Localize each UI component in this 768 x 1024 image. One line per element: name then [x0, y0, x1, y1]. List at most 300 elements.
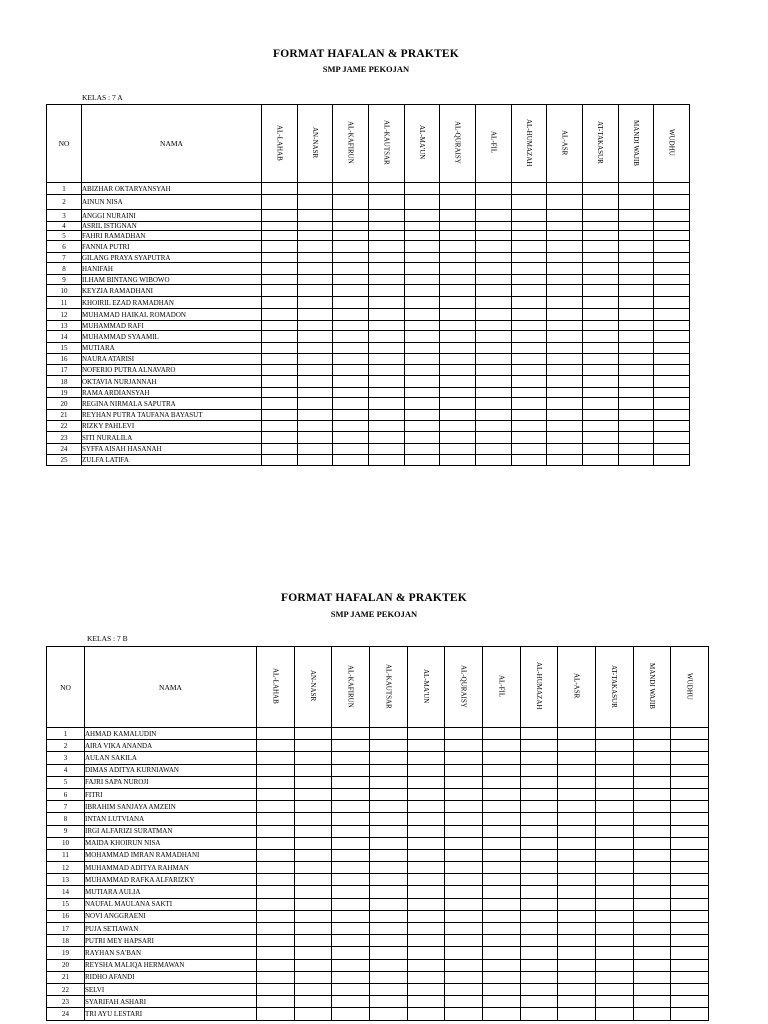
- score-cell-al-kafirun[interactable]: [332, 837, 370, 849]
- score-cell-al-fil[interactable]: [482, 837, 520, 849]
- score-cell-al-asr[interactable]: [558, 996, 596, 1008]
- score-cell-mandi-wajib[interactable]: [633, 983, 671, 995]
- score-cell-wudhu[interactable]: [671, 996, 709, 1008]
- score-cell-al-lahab[interactable]: [257, 776, 295, 788]
- score-cell-mandi-wajib[interactable]: [633, 910, 671, 922]
- score-cell-mandi-wajib[interactable]: [633, 923, 671, 935]
- score-cell-al-lahab[interactable]: [257, 910, 295, 922]
- score-cell-al-kautsar[interactable]: [369, 862, 407, 874]
- score-cell-mandi-wajib[interactable]: [633, 849, 671, 861]
- score-cell-al-ma-un[interactable]: [407, 740, 445, 752]
- score-cell-al-humazah[interactable]: [520, 764, 558, 776]
- score-cell-at-takasur[interactable]: [595, 898, 633, 910]
- score-cell-al-quraisy[interactable]: [445, 813, 483, 825]
- score-cell-al-lahab[interactable]: [257, 813, 295, 825]
- score-cell-al-asr[interactable]: [558, 764, 596, 776]
- score-cell-al-lahab[interactable]: [257, 801, 295, 813]
- score-cell-al-quraisy[interactable]: [445, 898, 483, 910]
- score-cell-al-humazah[interactable]: [520, 825, 558, 837]
- score-cell-al-asr[interactable]: [558, 825, 596, 837]
- score-cell-al-ma-un[interactable]: [407, 728, 445, 740]
- score-cell-al-ma-un[interactable]: [407, 935, 445, 947]
- score-cell-al-humazah[interactable]: [520, 886, 558, 898]
- score-cell-at-takasur[interactable]: [595, 813, 633, 825]
- score-cell-al-kafirun[interactable]: [332, 923, 370, 935]
- score-cell-an-nasr[interactable]: [294, 996, 332, 1008]
- table-row: [47, 1008, 709, 1020]
- score-cell-al-lahab[interactable]: [257, 825, 295, 837]
- score-cell-at-takasur[interactable]: [595, 959, 633, 971]
- score-cell-al-kafirun[interactable]: [332, 935, 370, 947]
- score-cell-al-kafirun[interactable]: [332, 910, 370, 922]
- score-cell-an-nasr[interactable]: [294, 935, 332, 947]
- score-cell-an-nasr[interactable]: [294, 764, 332, 776]
- score-cell-al-fil[interactable]: [482, 728, 520, 740]
- score-cell-al-quraisy[interactable]: [445, 935, 483, 947]
- score-cell-al-asr[interactable]: [558, 813, 596, 825]
- score-cell-al-asr[interactable]: [558, 1008, 596, 1020]
- score-cell-an-nasr[interactable]: [294, 788, 332, 800]
- score-cell-mandi-wajib[interactable]: [633, 752, 671, 764]
- score-cell-al-quraisy[interactable]: [445, 740, 483, 752]
- score-cell-al-ma-un[interactable]: [407, 910, 445, 922]
- score-cell-al-fil[interactable]: [482, 874, 520, 886]
- score-cell-al-ma-un[interactable]: [407, 996, 445, 1008]
- score-cell-an-nasr[interactable]: [294, 971, 332, 983]
- student-name: GILANG PRAYA SYAPUTRA: [82, 253, 262, 263]
- score-cell-al-ma-un[interactable]: [407, 801, 445, 813]
- score-cell-at-takasur[interactable]: [595, 752, 633, 764]
- score-cell-an-nasr[interactable]: [294, 728, 332, 740]
- score-cell-al-fil[interactable]: [482, 923, 520, 935]
- score-cell-al-quraisy[interactable]: [445, 947, 483, 959]
- score-cell-al-lahab[interactable]: [257, 752, 295, 764]
- score-cell-al-ma-un[interactable]: [407, 849, 445, 861]
- score-cell-al-kautsar[interactable]: [369, 923, 407, 935]
- score-cell-al-ma-un[interactable]: [407, 1008, 445, 1020]
- score-cell-wudhu[interactable]: [671, 874, 709, 886]
- score-cell-wudhu[interactable]: [671, 728, 709, 740]
- score-cell-mandi-wajib[interactable]: [633, 935, 671, 947]
- score-cell-al-fil[interactable]: [482, 983, 520, 995]
- score-cell-al-kafirun[interactable]: [332, 996, 370, 1008]
- score-cell-al-lahab[interactable]: [257, 1008, 295, 1020]
- score-cell-wudhu[interactable]: [671, 1008, 709, 1020]
- score-cell-al-humazah[interactable]: [520, 971, 558, 983]
- column-header-label: AN-NASR: [310, 126, 319, 159]
- score-cell-mandi-wajib[interactable]: [633, 740, 671, 752]
- score-cell-al-humazah[interactable]: [520, 862, 558, 874]
- score-cell-al-ma-un[interactable]: [407, 764, 445, 776]
- score-cell-al-kautsar[interactable]: [369, 849, 407, 861]
- score-cell-al-kafirun[interactable]: [332, 764, 370, 776]
- score-cell-al-lahab[interactable]: [257, 923, 295, 935]
- score-cell-at-takasur[interactable]: [595, 862, 633, 874]
- score-cell-mandi-wajib[interactable]: [633, 996, 671, 1008]
- score-cell-al-lahab[interactable]: [257, 898, 295, 910]
- score-cell-al-lahab[interactable]: [257, 935, 295, 947]
- score-cell-al-fil[interactable]: [482, 1008, 520, 1020]
- score-cell-wudhu[interactable]: [671, 898, 709, 910]
- score-cell-al-kautsar[interactable]: [369, 813, 407, 825]
- score-cell-an-nasr[interactable]: [294, 825, 332, 837]
- score-cell-al-ma-un[interactable]: [407, 886, 445, 898]
- score-cell-al-kafirun[interactable]: [332, 983, 370, 995]
- score-cell-al-quraisy[interactable]: [445, 728, 483, 740]
- score-cell-al-asr[interactable]: [558, 983, 596, 995]
- score-cell-al-kafirun[interactable]: [332, 862, 370, 874]
- score-cell-al-asr[interactable]: [558, 801, 596, 813]
- score-cell-al-quraisy[interactable]: [445, 837, 483, 849]
- score-cell-mandi-wajib[interactable]: [633, 837, 671, 849]
- score-cell-at-takasur[interactable]: [595, 947, 633, 959]
- score-cell-al-lahab[interactable]: [257, 983, 295, 995]
- score-cell-al-lahab[interactable]: [257, 728, 295, 740]
- score-cell-al-humazah[interactable]: [520, 752, 558, 764]
- score-cell-al-humazah[interactable]: [520, 728, 558, 740]
- score-cell-al-kafirun[interactable]: [332, 801, 370, 813]
- score-cell-al-quraisy[interactable]: [445, 910, 483, 922]
- score-cell-al-kautsar[interactable]: [369, 983, 407, 995]
- score-cell-al-quraisy[interactable]: [445, 971, 483, 983]
- score-cell-al-lahab[interactable]: [257, 947, 295, 959]
- score-cell-mandi-wajib[interactable]: [633, 728, 671, 740]
- score-cell-al-kafirun[interactable]: [332, 752, 370, 764]
- score-cell-al-fil[interactable]: [482, 862, 520, 874]
- score-cell-at-takasur[interactable]: [595, 801, 633, 813]
- score-cell-al-humazah[interactable]: [520, 923, 558, 935]
- score-cell-al-fil[interactable]: [482, 813, 520, 825]
- student-name: RIDHO AFANDI: [85, 971, 257, 983]
- score-cell-al-ma-un[interactable]: [407, 959, 445, 971]
- score-cell-al-kautsar[interactable]: [369, 788, 407, 800]
- score-cell-al-humazah[interactable]: [520, 983, 558, 995]
- score-cell-al-lahab[interactable]: [257, 886, 295, 898]
- score-cell-al-humazah[interactable]: [520, 1008, 558, 1020]
- score-cell-at-takasur[interactable]: [595, 996, 633, 1008]
- score-cell-an-nasr[interactable]: [294, 959, 332, 971]
- score-cell-al-humazah[interactable]: [520, 776, 558, 788]
- score-cell-al-humazah[interactable]: [520, 813, 558, 825]
- score-cell-al-kautsar[interactable]: [369, 910, 407, 922]
- score-cell-al-humazah[interactable]: [520, 849, 558, 861]
- score-cell-wudhu[interactable]: [671, 764, 709, 776]
- score-cell-wudhu[interactable]: [671, 740, 709, 752]
- score-cell-al-quraisy[interactable]: [445, 752, 483, 764]
- score-cell-at-takasur[interactable]: [595, 776, 633, 788]
- score-cell-at-takasur[interactable]: [595, 1008, 633, 1020]
- score-cell-wudhu[interactable]: [671, 825, 709, 837]
- score-cell-mandi-wajib[interactable]: [633, 947, 671, 959]
- score-cell-at-takasur[interactable]: [595, 923, 633, 935]
- score-cell-wudhu[interactable]: [671, 923, 709, 935]
- score-cell-mandi-wajib[interactable]: [633, 825, 671, 837]
- score-cell-at-takasur[interactable]: [595, 825, 633, 837]
- score-cell-al-fil[interactable]: [482, 788, 520, 800]
- score-cell-al-kautsar[interactable]: [369, 935, 407, 947]
- score-cell-al-fil[interactable]: [482, 947, 520, 959]
- score-cell-al-quraisy[interactable]: [445, 764, 483, 776]
- score-cell-mandi-wajib[interactable]: [633, 959, 671, 971]
- score-cell-at-takasur[interactable]: [595, 886, 633, 898]
- score-cell-an-nasr[interactable]: [294, 874, 332, 886]
- score-cell-al-kautsar[interactable]: [369, 825, 407, 837]
- score-cell-al-asr[interactable]: [558, 947, 596, 959]
- score-cell-at-takasur[interactable]: [595, 740, 633, 752]
- score-cell-al-fil[interactable]: [482, 849, 520, 861]
- score-cell-al-fil[interactable]: [482, 898, 520, 910]
- score-cell-al-humazah[interactable]: [520, 898, 558, 910]
- score-cell-al-kautsar[interactable]: [369, 801, 407, 813]
- score-cell-al-asr[interactable]: [558, 959, 596, 971]
- student-name: DIMAS ADITYA KURNIAWAN: [85, 764, 257, 776]
- score-cell-al-kafirun[interactable]: [332, 898, 370, 910]
- score-cell-al-lahab[interactable]: [257, 959, 295, 971]
- score-cell-al-humazah[interactable]: [520, 959, 558, 971]
- score-cell-an-nasr[interactable]: [294, 862, 332, 874]
- score-cell-al-fil[interactable]: [482, 971, 520, 983]
- score-cell-al-lahab[interactable]: [257, 971, 295, 983]
- score-cell-al-ma-un[interactable]: [407, 898, 445, 910]
- score-cell-wudhu[interactable]: [671, 752, 709, 764]
- score-cell-mandi-wajib[interactable]: [633, 801, 671, 813]
- score-cell-al-kautsar[interactable]: [369, 874, 407, 886]
- score-cell-an-nasr[interactable]: [294, 813, 332, 825]
- score-cell-al-ma-un[interactable]: [407, 874, 445, 886]
- score-cell-al-kafirun[interactable]: [332, 825, 370, 837]
- score-cell-al-asr[interactable]: [558, 862, 596, 874]
- score-cell-wudhu[interactable]: [671, 947, 709, 959]
- score-cell-al-humazah[interactable]: [520, 837, 558, 849]
- score-cell-al-quraisy[interactable]: [445, 983, 483, 995]
- score-cell-al-fil[interactable]: [482, 959, 520, 971]
- student-name: IRGI ALFARIZI SURATMAN: [85, 825, 257, 837]
- score-cell-al-lahab[interactable]: [257, 862, 295, 874]
- score-cell-al-kautsar[interactable]: [369, 764, 407, 776]
- score-cell-at-takasur[interactable]: [595, 874, 633, 886]
- score-cell-al-kafirun[interactable]: [332, 1008, 370, 1020]
- score-cell-al-quraisy[interactable]: [445, 959, 483, 971]
- score-cell-al-ma-un[interactable]: [407, 983, 445, 995]
- score-cell-wudhu[interactable]: [671, 813, 709, 825]
- row-number: 24: [47, 1008, 85, 1020]
- score-cell-al-fil[interactable]: [482, 996, 520, 1008]
- score-cell-an-nasr[interactable]: [294, 983, 332, 995]
- score-cell-al-quraisy[interactable]: [445, 923, 483, 935]
- score-cell-al-kafirun[interactable]: [332, 776, 370, 788]
- score-cell-al-lahab[interactable]: [257, 788, 295, 800]
- score-cell-mandi-wajib[interactable]: [633, 764, 671, 776]
- score-cell-an-nasr[interactable]: [294, 886, 332, 898]
- score-cell-al-ma-un[interactable]: [407, 776, 445, 788]
- score-cell-wudhu[interactable]: [671, 837, 709, 849]
- score-cell-al-kautsar[interactable]: [369, 752, 407, 764]
- score-cell-al-asr[interactable]: [558, 874, 596, 886]
- score-cell-al-ma-un[interactable]: [407, 862, 445, 874]
- score-cell-al-asr[interactable]: [558, 740, 596, 752]
- score-cell-an-nasr[interactable]: [294, 923, 332, 935]
- score-cell-al-kafirun[interactable]: [332, 740, 370, 752]
- score-cell-al-ma-un[interactable]: [407, 923, 445, 935]
- score-cell-al-kautsar[interactable]: [369, 837, 407, 849]
- score-cell-mandi-wajib[interactable]: [633, 862, 671, 874]
- score-cell-wudhu[interactable]: [671, 983, 709, 995]
- score-cell-mandi-wajib[interactable]: [633, 886, 671, 898]
- score-cell-al-humazah[interactable]: [520, 947, 558, 959]
- score-cell-al-quraisy[interactable]: [445, 886, 483, 898]
- score-cell-al-quraisy[interactable]: [445, 862, 483, 874]
- score-cell-wudhu[interactable]: [671, 935, 709, 947]
- score-cell-al-ma-un[interactable]: [407, 825, 445, 837]
- score-cell-al-asr[interactable]: [558, 849, 596, 861]
- score-cell-al-kautsar[interactable]: [369, 740, 407, 752]
- score-cell-al-kafirun[interactable]: [332, 886, 370, 898]
- score-cell-al-ma-un[interactable]: [407, 752, 445, 764]
- score-cell-an-nasr[interactable]: [294, 837, 332, 849]
- score-cell-mandi-wajib[interactable]: [633, 971, 671, 983]
- score-cell-al-kautsar[interactable]: [369, 728, 407, 740]
- score-cell-al-asr[interactable]: [558, 935, 596, 947]
- score-cell-al-ma-un[interactable]: [407, 837, 445, 849]
- score-cell-al-fil[interactable]: [482, 886, 520, 898]
- score-cell-mandi-wajib[interactable]: [633, 776, 671, 788]
- score-cell-al-quraisy[interactable]: [445, 825, 483, 837]
- score-cell-an-nasr[interactable]: [294, 910, 332, 922]
- score-cell-al-kafirun[interactable]: [332, 728, 370, 740]
- score-cell-al-humazah[interactable]: [520, 874, 558, 886]
- score-cell-an-nasr[interactable]: [294, 752, 332, 764]
- row-number: 10: [47, 837, 85, 849]
- score-cell-al-lahab[interactable]: [257, 849, 295, 861]
- score-cell-wudhu[interactable]: [671, 959, 709, 971]
- score-cell-mandi-wajib[interactable]: [633, 813, 671, 825]
- score-cell-al-quraisy[interactable]: [445, 776, 483, 788]
- score-cell-at-takasur[interactable]: [595, 764, 633, 776]
- row-number: 16: [47, 354, 82, 365]
- score-cell-al-kafirun[interactable]: [332, 849, 370, 861]
- row-number: 6: [47, 788, 85, 800]
- score-cell-wudhu[interactable]: [671, 971, 709, 983]
- score-cell-al-lahab[interactable]: [257, 740, 295, 752]
- score-cell-al-kautsar[interactable]: [369, 886, 407, 898]
- score-cell-an-nasr[interactable]: [294, 801, 332, 813]
- score-cell-an-nasr[interactable]: [294, 947, 332, 959]
- score-cell-al-fil[interactable]: [482, 935, 520, 947]
- score-cell-al-asr[interactable]: [558, 971, 596, 983]
- score-cell-al-asr[interactable]: [558, 886, 596, 898]
- score-cell-mandi-wajib[interactable]: [633, 874, 671, 886]
- score-cell-at-takasur[interactable]: [595, 910, 633, 922]
- score-cell-mandi-wajib[interactable]: [633, 788, 671, 800]
- score-cell-at-takasur[interactable]: [595, 849, 633, 861]
- column-header-label: AT-TAKASUR: [596, 121, 605, 164]
- score-cell-al-kautsar[interactable]: [369, 971, 407, 983]
- score-cell-an-nasr[interactable]: [294, 849, 332, 861]
- score-cell-al-ma-un[interactable]: [407, 813, 445, 825]
- score-cell-an-nasr[interactable]: [294, 776, 332, 788]
- score-cell-al-asr[interactable]: [558, 728, 596, 740]
- score-cell-al-kafirun[interactable]: [332, 788, 370, 800]
- score-cell-al-asr[interactable]: [558, 837, 596, 849]
- score-cell-al-fil[interactable]: [482, 764, 520, 776]
- score-cell-al-kafirun[interactable]: [332, 947, 370, 959]
- score-cell-al-fil[interactable]: [482, 740, 520, 752]
- student-name: MUHAMMAD RAFKA ALFARIZKY: [85, 874, 257, 886]
- score-cell-at-takasur[interactable]: [595, 788, 633, 800]
- score-cell-al-humazah[interactable]: [520, 935, 558, 947]
- score-cell-wudhu[interactable]: [671, 886, 709, 898]
- score-cell-al-asr[interactable]: [558, 910, 596, 922]
- score-cell-al-humazah[interactable]: [520, 740, 558, 752]
- score-cell-at-takasur[interactable]: [595, 728, 633, 740]
- score-cell-al-humazah[interactable]: [520, 996, 558, 1008]
- score-cell-al-humazah[interactable]: [520, 788, 558, 800]
- score-cell-al-quraisy[interactable]: [445, 788, 483, 800]
- score-cell-an-nasr[interactable]: [294, 740, 332, 752]
- score-cell-al-kautsar[interactable]: [369, 959, 407, 971]
- score-cell-at-takasur[interactable]: [595, 971, 633, 983]
- score-cell-al-asr[interactable]: [558, 923, 596, 935]
- score-cell-al-quraisy[interactable]: [445, 801, 483, 813]
- score-cell-al-ma-un[interactable]: [407, 971, 445, 983]
- score-cell-at-takasur[interactable]: [595, 837, 633, 849]
- score-cell-al-fil[interactable]: [482, 752, 520, 764]
- score-cell-at-takasur[interactable]: [595, 935, 633, 947]
- score-cell-al-kafirun[interactable]: [332, 971, 370, 983]
- score-cell-al-kautsar[interactable]: [369, 1008, 407, 1020]
- score-cell-al-fil[interactable]: [482, 825, 520, 837]
- score-cell-al-lahab[interactable]: [257, 837, 295, 849]
- score-cell-al-kafirun[interactable]: [332, 813, 370, 825]
- score-cell-al-fil[interactable]: [482, 910, 520, 922]
- score-cell-mandi-wajib[interactable]: [633, 1008, 671, 1020]
- score-cell-al-lahab[interactable]: [257, 996, 295, 1008]
- score-cell-an-nasr[interactable]: [294, 898, 332, 910]
- score-cell-al-kautsar[interactable]: [369, 776, 407, 788]
- score-cell-al-fil[interactable]: [482, 776, 520, 788]
- score-cell-al-humazah[interactable]: [520, 801, 558, 813]
- score-cell-wudhu[interactable]: [671, 776, 709, 788]
- score-cell-al-humazah[interactable]: [520, 910, 558, 922]
- score-cell-al-kautsar[interactable]: [369, 996, 407, 1008]
- score-cell-al-quraisy[interactable]: [445, 849, 483, 861]
- score-cell-al-lahab[interactable]: [257, 764, 295, 776]
- score-cell-an-nasr[interactable]: [294, 1008, 332, 1020]
- score-cell-al-quraisy[interactable]: [445, 874, 483, 886]
- score-cell-al-asr[interactable]: [558, 776, 596, 788]
- score-cell-al-kautsar[interactable]: [369, 947, 407, 959]
- score-cell-al-lahab[interactable]: [257, 874, 295, 886]
- score-cell-al-asr[interactable]: [558, 788, 596, 800]
- score-cell-al-quraisy[interactable]: [445, 1008, 483, 1020]
- score-cell-mandi-wajib[interactable]: [633, 898, 671, 910]
- score-cell-al-asr[interactable]: [558, 898, 596, 910]
- score-cell-al-ma-un[interactable]: [407, 788, 445, 800]
- score-cell-al-kafirun[interactable]: [332, 959, 370, 971]
- score-cell-wudhu[interactable]: [671, 849, 709, 861]
- score-cell-wudhu[interactable]: [671, 910, 709, 922]
- score-cell-al-kafirun[interactable]: [332, 874, 370, 886]
- score-cell-wudhu[interactable]: [671, 801, 709, 813]
- score-cell-al-asr[interactable]: [558, 752, 596, 764]
- score-cell-al-ma-un[interactable]: [407, 947, 445, 959]
- score-cell-al-fil[interactable]: [482, 801, 520, 813]
- score-cell-at-takasur[interactable]: [595, 983, 633, 995]
- score-cell-al-kautsar[interactable]: [369, 898, 407, 910]
- score-cell-wudhu[interactable]: [671, 862, 709, 874]
- score-cell-al-quraisy[interactable]: [445, 996, 483, 1008]
- score-cell-wudhu[interactable]: [671, 788, 709, 800]
